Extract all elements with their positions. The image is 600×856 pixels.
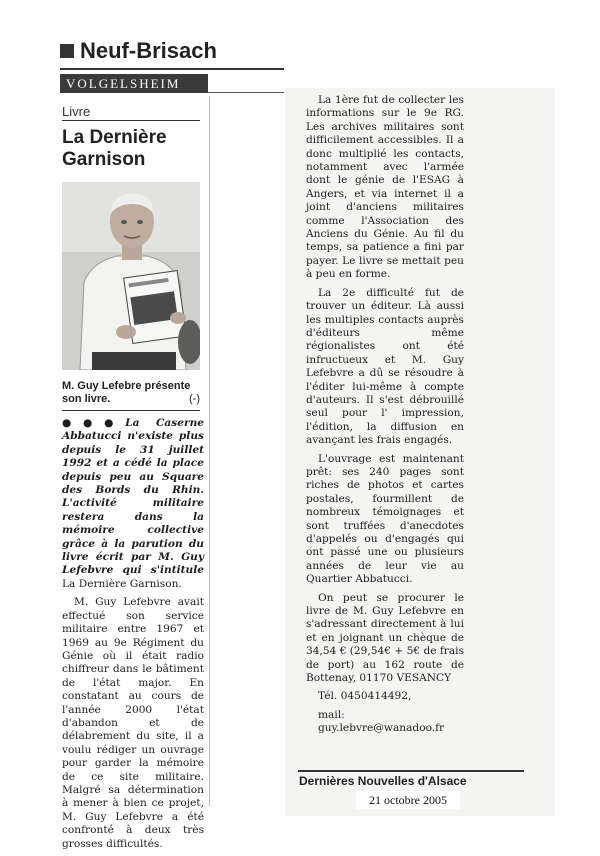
square-bullet-icon: [60, 44, 74, 58]
lead-bullets: ●●●: [62, 417, 126, 429]
newspaper-name: Dernières Nouvelles d'Alsace: [299, 774, 467, 788]
article-paragraph-2: La 1ère fut de collecter les informations sur le 9e RG. Les archives militaires sont difficilement accessibles. Il a donc multiplié les contacts, notamment avec l'armée dont le génie de l'ESAG à Angers, et via internet il a joint d'anciens militaires comme l'Association des Anciens du Génie. Au fil du temps, sa patience a fini par payer. Le livre se mettait peu à peu en forme.: [306, 94, 464, 281]
author-photo: [62, 182, 200, 370]
photo-credit: (-): [189, 393, 200, 405]
contact-email: mail: guy.lebvre@wanadoo.fr: [318, 708, 445, 735]
caption-rule: [62, 410, 200, 411]
publication-date: 21 octobre 2005: [356, 791, 460, 809]
headline-line-2: Garnison: [62, 149, 146, 170]
article-headline: [62, 127, 222, 171]
article-paragraph-1: M. Guy Lefebvre avait effectué son service militaire entre 1967 et 1969 au 9e Régiment du Génie où il était radio chiffreur dans le bâtiment de l'état major. En constatant au cours de l'année 2000 l'état d'abandon et de délabrement du site, il a voulu rédiger un ouvrage pour garder la mémoire de ce site militaire. Malgré sa détermination à mener à bien ce projet, M. Guy Lefebvre a été confronté à deux très grosses difficultés.: [62, 596, 204, 850]
column-divider: [209, 96, 210, 806]
ribbon-rule: [208, 92, 284, 93]
footer-rule: [298, 770, 524, 772]
caption-text: M. Guy Lefebre présente son livre.: [62, 380, 191, 405]
photo-caption: [62, 380, 200, 406]
lead-book-title: La Dernière Garnison.: [62, 577, 182, 590]
contact-phone: Tél. 0450414492,: [318, 690, 412, 703]
lead-text: La Caserne Abbatucci n'existe plus depuis le 31 juillet 1992 et a cédé la place depuis peu au Square des Bords du Rhin. L'activité militaire restera dans la mémoire collective grâce à la parution du livre écrit par M. Guy Lefebvre qui s'intitule: [62, 417, 205, 577]
article-column-right: [306, 94, 464, 741]
section-rule: [62, 120, 200, 121]
masthead-rule: [60, 68, 284, 70]
article-paragraph-5: On peut se procurer le livre de M. Guy Lefebvre en s'adressant directement à lui et en joignant un chèque de 34,54 € (29,54€ + 5€ de frais de port) au 162 route de Bottenay, 01170 VESANCY: [306, 591, 465, 685]
section-label: Livre: [62, 104, 91, 119]
article-paragraph-3: La 2e difficulté fut de trouver un éditeur. Là aussi les multiples contacts auprès d'éditeurs même régionalistes ont été infructueux et M. Guy Lefebvre a dû se résoudre à l'éditer lui-même à compte d'auteurs. Il s'est débrouillé seul pour l' impression, l'édition, la diffusion en avançant les frais engagés.: [306, 286, 464, 447]
masthead: [60, 38, 284, 64]
masthead-title: Neuf-Brisach: [80, 38, 217, 63]
headline-line-1: La Dernière: [62, 127, 167, 148]
article-lead: [62, 417, 204, 591]
article-column-left: [62, 417, 204, 856]
article-paragraph-4: L'ouvrage est maintenant prêt: ses 240 pages sont riches de photos et cartes postales, fourmillent de nombreux témoignages et sont truffées d'anecdotes d'appelés ou d'engagés qui ont passé une ou plusieurs années de leur vie au Quartier Abbatucci.: [306, 452, 464, 586]
author-photo-illustration: [62, 182, 200, 370]
location-ribbon: VOLGELSHEIM: [60, 74, 208, 93]
